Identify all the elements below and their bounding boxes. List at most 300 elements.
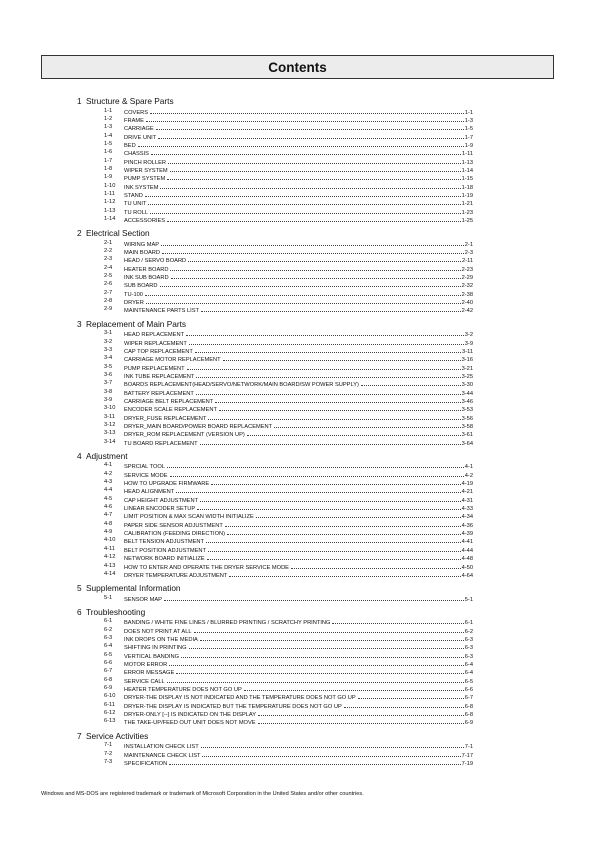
entry-number: 6-1 xyxy=(104,618,113,625)
section-number: 6 xyxy=(77,606,82,617)
entry-page-number: 2-32 xyxy=(461,283,473,290)
entry-number: 1-9 xyxy=(104,174,113,181)
entry-number: 1-14 xyxy=(104,215,116,222)
entry-number: 3-8 xyxy=(104,388,113,395)
entry-number: 2-1 xyxy=(104,239,113,246)
toc-entry[interactable] xyxy=(0,305,595,313)
entry-number: 3-13 xyxy=(104,430,116,437)
dot-leader xyxy=(162,247,464,254)
toc-entry[interactable] xyxy=(0,190,595,198)
dot-leader xyxy=(151,148,461,155)
toc-entry[interactable] xyxy=(0,692,595,700)
dot-leader xyxy=(171,272,461,279)
entry-number: 4-4 xyxy=(104,487,113,494)
entry-title: CARRIAGE xyxy=(124,126,154,133)
entry-number: 4-12 xyxy=(104,554,116,561)
entry-leader-line xyxy=(124,570,473,580)
toc-entry[interactable] xyxy=(0,255,595,263)
entry-number: 6-10 xyxy=(104,693,116,700)
dot-leader xyxy=(223,354,461,361)
toc-entry[interactable] xyxy=(0,634,595,642)
toc-entry[interactable] xyxy=(0,545,595,553)
dot-leader xyxy=(219,404,461,411)
toc-entry[interactable] xyxy=(0,520,595,528)
entry-number: 5-1 xyxy=(104,594,113,601)
toc-entry[interactable] xyxy=(0,132,595,140)
dot-leader xyxy=(274,421,460,428)
dot-leader xyxy=(215,396,460,403)
entry-number: 4-13 xyxy=(104,562,116,569)
entry-title: BATTERY REPLACEMENT xyxy=(124,390,194,397)
entry-page-number: 1-13 xyxy=(461,159,473,166)
toc-entry[interactable] xyxy=(0,297,595,305)
toc-entry[interactable] xyxy=(0,626,595,634)
entry-number: 1-11 xyxy=(104,190,115,197)
toc-entry[interactable] xyxy=(0,346,595,354)
entry-page-number: 3-25 xyxy=(461,373,473,380)
entry-title: SPRCIAL TOOL xyxy=(124,464,165,471)
toc-entry[interactable] xyxy=(0,709,595,717)
entry-number: 4-3 xyxy=(104,479,113,486)
entry-title: HOW TO UPGRADE FIRMWARE xyxy=(124,481,210,488)
entry-title: ENCODER SCALE REPLACEMENT xyxy=(124,407,217,414)
entry-page-number: 4-21 xyxy=(461,489,473,496)
dot-leader xyxy=(291,562,461,569)
entry-title: CAP HEIGHT ADJUSTMENT xyxy=(124,497,199,504)
entry-page-number: 6-2 xyxy=(464,628,473,635)
entry-title: VERTICAL BANDING xyxy=(124,653,179,660)
entry-title: CAP TOP REPLACEMENT xyxy=(124,348,193,355)
entry-title: TU BOARD REPLACEMENT xyxy=(124,440,198,447)
toc-entry[interactable] xyxy=(0,338,595,346)
toc-entry[interactable] xyxy=(0,617,595,625)
entry-number: 3-4 xyxy=(104,355,113,362)
entry-number: 1-12 xyxy=(104,199,116,206)
entry-page-number: 4-34 xyxy=(461,514,473,521)
entry-title: CARRIAGE BELT REPLACEMENT xyxy=(124,398,214,405)
toc-entry[interactable] xyxy=(0,396,595,404)
entry-leader-line xyxy=(124,215,473,225)
dot-leader xyxy=(361,379,461,386)
entry-number: 6-12 xyxy=(104,710,116,717)
toc-entry[interactable] xyxy=(0,404,595,412)
toc-entry[interactable] xyxy=(0,511,595,519)
toc-entry[interactable] xyxy=(0,667,595,675)
entry-page-number: 6-8 xyxy=(464,712,473,719)
toc-entry[interactable] xyxy=(0,717,595,725)
entry-number: 6-7 xyxy=(104,668,113,675)
toc-entry[interactable] xyxy=(0,536,595,544)
entry-page-number: 1-7 xyxy=(464,134,473,141)
section-heading[interactable] xyxy=(0,452,595,462)
section-number: 3 xyxy=(77,318,82,329)
entry-number: 6-5 xyxy=(104,651,113,658)
dot-leader xyxy=(196,388,461,395)
entry-page-number: 2-29 xyxy=(461,275,473,282)
entry-page-number: 6-8 xyxy=(464,703,473,710)
entry-number: 7-2 xyxy=(104,750,113,757)
entry-title: LINEAR ENCODER SETUP xyxy=(124,506,196,513)
toc-entry[interactable] xyxy=(0,239,595,247)
toc-entry[interactable] xyxy=(0,289,595,297)
entry-number: 1-13 xyxy=(104,207,116,214)
entry-page-number: 1-25 xyxy=(461,217,473,224)
dot-leader xyxy=(148,198,460,205)
entry-number: 1-6 xyxy=(104,149,113,156)
toc-entry[interactable] xyxy=(0,438,595,446)
toc-entry[interactable] xyxy=(0,701,595,709)
toc-section-4 xyxy=(0,452,595,578)
table-of-contents xyxy=(0,97,595,772)
dot-leader xyxy=(208,413,460,420)
toc-entry[interactable] xyxy=(0,165,595,173)
dot-leader xyxy=(169,758,460,765)
dot-leader xyxy=(258,717,464,724)
entry-page-number: 6-4 xyxy=(464,670,473,677)
entry-title: DOES NOT PRINT AT ALL xyxy=(124,628,192,635)
entry-number: 3-14 xyxy=(104,438,116,445)
entry-page-number: 6-7 xyxy=(464,695,473,702)
entry-page-number: 3-16 xyxy=(461,357,473,364)
dot-leader xyxy=(227,528,461,535)
toc-section-7 xyxy=(0,732,595,767)
dot-leader xyxy=(156,123,464,130)
entry-number: 3-1 xyxy=(104,330,113,337)
entry-page-number: 7-1 xyxy=(464,744,473,751)
section-number: 1 xyxy=(77,96,82,106)
entry-page-number: 4-31 xyxy=(461,497,473,504)
entry-number: 3-12 xyxy=(104,421,116,428)
toc-entry[interactable] xyxy=(0,642,595,650)
entry-number: 2-9 xyxy=(104,306,113,313)
toc-section-3 xyxy=(0,320,595,446)
toc-entry[interactable] xyxy=(0,148,595,156)
entry-number: 6-2 xyxy=(104,626,113,633)
toc-entry[interactable] xyxy=(0,115,595,123)
entry-number: 4-6 xyxy=(104,504,113,511)
section-heading[interactable] xyxy=(0,732,595,742)
entry-number: 4-9 xyxy=(104,529,113,536)
toc-entry[interactable] xyxy=(0,651,595,659)
section-heading[interactable] xyxy=(0,97,595,107)
entry-title: HEATER BOARD xyxy=(124,266,169,273)
toc-entry[interactable] xyxy=(0,264,595,272)
dot-leader xyxy=(200,634,464,641)
section-title: Adjustment xyxy=(86,450,128,461)
entry-number: 6-8 xyxy=(104,676,113,683)
section-title: Service Activities xyxy=(86,730,149,741)
dot-leader xyxy=(168,157,461,164)
entry-number: 3-3 xyxy=(104,346,113,353)
entry-number: 1-1 xyxy=(104,107,113,114)
dot-leader xyxy=(187,363,461,370)
entry-page-number: 2-11 xyxy=(462,258,473,265)
section-title: Replacement of Main Parts xyxy=(86,318,187,329)
toc-entry[interactable] xyxy=(0,758,595,766)
entry-title: SERVICE MODE xyxy=(124,472,168,479)
dot-leader xyxy=(169,659,464,666)
entry-number: 4-14 xyxy=(104,570,116,577)
toc-entry[interactable] xyxy=(0,461,595,469)
toc-entry[interactable] xyxy=(0,413,595,421)
dot-leader xyxy=(145,190,461,197)
entry-number: 3-2 xyxy=(104,338,113,345)
section-number: 2 xyxy=(77,228,82,239)
entry-title: BELT TENSION ADJUSTMENT xyxy=(124,539,204,546)
entry-title: DRYER-THE DISPLAY IS NOT INDICATED AND THE TEMPERATURE DOES NOT GO UP xyxy=(124,695,356,702)
entry-page-number: 3-61 xyxy=(461,432,473,439)
entry-page-number: 6-1 xyxy=(464,620,473,627)
entry-number: 4-7 xyxy=(104,512,113,519)
entry-page-number: 3-11 xyxy=(462,348,473,355)
entry-number: 1-7 xyxy=(104,157,113,164)
entry-title: SPECIFICATION xyxy=(124,760,168,767)
toc-entry[interactable] xyxy=(0,107,595,115)
dot-leader xyxy=(197,503,461,510)
toc-entry[interactable] xyxy=(0,570,595,578)
toc-entry[interactable] xyxy=(0,123,595,131)
dot-leader xyxy=(170,470,464,477)
entry-title: CALIBRATION (FEEDING DIRECTION) xyxy=(124,531,226,538)
section-heading[interactable] xyxy=(0,584,595,594)
entry-page-number: 1-3 xyxy=(464,117,473,124)
entry-page-number: 2-23 xyxy=(461,266,473,273)
dot-leader xyxy=(170,165,461,172)
dot-leader xyxy=(138,140,464,147)
dot-leader xyxy=(229,570,460,577)
toc-entry[interactable] xyxy=(0,562,595,570)
dot-leader xyxy=(206,536,461,543)
entry-title: INSTALLATION CHECK LIST xyxy=(124,744,199,751)
dot-leader xyxy=(358,692,464,699)
entry-title: PAPER SIDE SENSOR ADJUSTMENT xyxy=(124,522,223,529)
entry-leader-line xyxy=(124,305,473,315)
toc-section-1 xyxy=(0,97,595,223)
entry-number: 3-11 xyxy=(104,413,115,420)
entry-title: HEAD ALIGNMENT xyxy=(124,489,175,496)
entry-page-number: 3-53 xyxy=(461,407,473,414)
toc-entry[interactable] xyxy=(0,140,595,148)
entry-title: DRYER_MAIN BOARD/POWER BOARD REPLACEMENT xyxy=(124,423,273,430)
toc-entry[interactable] xyxy=(0,388,595,396)
entry-title: DRYER xyxy=(124,300,144,307)
dot-leader xyxy=(167,173,460,180)
dot-leader xyxy=(189,338,464,345)
entry-number: 6-13 xyxy=(104,718,116,725)
toc-entry[interactable] xyxy=(0,198,595,206)
toc-entry[interactable] xyxy=(0,421,595,429)
toc-entry[interactable] xyxy=(0,470,595,478)
toc-entry[interactable] xyxy=(0,207,595,215)
dot-leader xyxy=(201,741,464,748)
contents-title-box xyxy=(41,55,554,79)
dot-leader xyxy=(146,297,461,304)
dot-leader xyxy=(202,750,460,757)
entry-page-number: 6-3 xyxy=(464,637,473,644)
entry-title: DRYER TEMPERATURE ADJUSTMENT xyxy=(124,572,228,579)
entry-page-number: 2-3 xyxy=(464,250,473,257)
entry-number: 4-5 xyxy=(104,495,113,502)
entry-number: 3-7 xyxy=(104,380,113,387)
entry-page-number: 3-30 xyxy=(461,382,473,389)
entry-title: SHIFTING IN PRINTING xyxy=(124,645,187,652)
entry-page-number: 3-21 xyxy=(461,365,473,372)
entry-page-number: 4-1 xyxy=(464,464,473,471)
dot-leader xyxy=(161,239,464,246)
entry-page-number: 4-39 xyxy=(461,531,473,538)
entry-page-number: 6-3 xyxy=(464,653,473,660)
entry-number: 1-3 xyxy=(104,124,113,131)
entry-page-number: 4-41 xyxy=(461,539,473,546)
entry-title: PUMP SYSTEM xyxy=(124,176,166,183)
section-title: Electrical Section xyxy=(86,228,150,239)
entry-number: 6-6 xyxy=(104,660,113,667)
dot-leader xyxy=(164,594,464,601)
entry-page-number: 6-4 xyxy=(464,662,473,669)
dot-leader xyxy=(150,107,464,114)
entry-page-number: 3-56 xyxy=(461,415,473,422)
section-heading[interactable] xyxy=(0,608,595,618)
entry-page-number: 4-64 xyxy=(461,572,473,579)
toc-entry[interactable] xyxy=(0,684,595,692)
entry-number: 2-7 xyxy=(104,289,113,296)
entry-page-number: 1-11 xyxy=(462,151,473,158)
toc-section-5 xyxy=(0,584,595,602)
entry-number: 4-1 xyxy=(104,462,113,469)
section-heading[interactable] xyxy=(0,229,595,239)
entry-page-number: 2-38 xyxy=(461,291,473,298)
entry-title: THE TAKE-UP/FEED OUT UNIT DOES NOT MOVE xyxy=(124,720,256,727)
dot-leader xyxy=(176,486,460,493)
entry-title: BELT POSITION ADJUSTMENT xyxy=(124,547,206,554)
toc-section-2 xyxy=(0,229,595,314)
entry-title: DRYER_ROM REPLACEMENT (VERSION UP) xyxy=(124,432,245,439)
entry-page-number: 1-21 xyxy=(461,201,473,208)
dot-leader xyxy=(196,371,460,378)
dot-leader xyxy=(167,461,464,468)
dot-leader xyxy=(146,115,464,122)
toc-entry[interactable] xyxy=(0,363,595,371)
dot-leader xyxy=(201,305,461,312)
entry-title: CHASSIS xyxy=(124,151,149,158)
entry-page-number: 3-2 xyxy=(464,332,473,339)
entry-page-number: 1-19 xyxy=(461,192,473,199)
entry-page-number: 3-44 xyxy=(461,390,473,397)
entry-title: MAINTENANCE CHECK LIST xyxy=(124,752,201,759)
entry-number: 4-8 xyxy=(104,520,113,527)
toc-entry[interactable] xyxy=(0,594,595,602)
toc-section-6 xyxy=(0,608,595,726)
entry-number: 2-4 xyxy=(104,264,113,271)
toc-entry[interactable] xyxy=(0,247,595,255)
entry-page-number: 4-44 xyxy=(461,547,473,554)
entry-page-number: 1-15 xyxy=(461,176,473,183)
entry-page-number: 3-46 xyxy=(461,398,473,405)
toc-entry[interactable] xyxy=(0,329,595,337)
dot-leader xyxy=(258,709,464,716)
entry-title: TU ROLL xyxy=(124,209,149,216)
entry-leader-line xyxy=(124,717,473,727)
trademark-footer: Windows and MS-DOS are registered trademark or trademark of Microsoft Corporation in the United States and/or other countries. xyxy=(41,791,364,797)
entry-title: FRAME xyxy=(124,117,144,124)
toc-entry[interactable] xyxy=(0,371,595,379)
toc-entry[interactable] xyxy=(0,503,595,511)
entry-page-number: 1-1 xyxy=(464,109,473,116)
dot-leader xyxy=(167,676,464,683)
toc-entry[interactable] xyxy=(0,750,595,758)
dot-leader xyxy=(247,429,461,436)
toc-entry[interactable] xyxy=(0,553,595,561)
entry-page-number: 3-64 xyxy=(461,440,473,447)
toc-entry[interactable] xyxy=(0,280,595,288)
dot-leader xyxy=(332,617,463,624)
entry-title: HOW TO ENTER AND OPERATE THE DRYER SERVICE MODE xyxy=(124,564,289,571)
entry-title: TU-100 xyxy=(124,291,143,298)
entry-title: MOTOR ERROR xyxy=(124,662,168,669)
dot-leader xyxy=(181,651,464,658)
toc-entry[interactable] xyxy=(0,157,595,165)
toc-entry[interactable] xyxy=(0,495,595,503)
entry-number: 3-5 xyxy=(104,363,113,370)
entry-page-number: 2-42 xyxy=(461,308,473,315)
toc-entry[interactable] xyxy=(0,215,595,223)
toc-entry[interactable] xyxy=(0,173,595,181)
entry-title: STAND xyxy=(124,192,143,199)
toc-entry[interactable] xyxy=(0,182,595,190)
entry-leader-line xyxy=(124,758,473,768)
entry-number: 6-11 xyxy=(104,701,115,708)
entry-title: BED xyxy=(124,142,136,149)
entry-title: DRYER-ONLY [--] IS INDICATED ON THE DISPLAY xyxy=(124,712,257,719)
toc-entry[interactable] xyxy=(0,429,595,437)
toc-entry[interactable] xyxy=(0,478,595,486)
toc-entry[interactable] xyxy=(0,272,595,280)
entry-page-number: 1-14 xyxy=(461,167,473,174)
entry-title: TU UNIT xyxy=(124,201,147,208)
entry-page-number: 4-48 xyxy=(461,556,473,563)
toc-entry[interactable] xyxy=(0,528,595,536)
entry-page-number: 2-1 xyxy=(464,241,473,248)
entry-title: PUMP REPLACEMENT xyxy=(124,365,185,372)
entry-number: 7-3 xyxy=(104,758,113,765)
dot-leader xyxy=(176,667,464,674)
entry-page-number: 3-9 xyxy=(464,340,473,347)
entry-number: 6-4 xyxy=(104,643,113,650)
entry-page-number: 6-6 xyxy=(464,687,473,694)
section-heading[interactable] xyxy=(0,320,595,330)
toc-entry[interactable] xyxy=(0,379,595,387)
toc-entry[interactable] xyxy=(0,741,595,749)
entry-page-number: 1-9 xyxy=(464,142,473,149)
entry-title: HEAD / SERVO BOARD xyxy=(124,258,187,265)
toc-entry[interactable] xyxy=(0,486,595,494)
entry-title: INK DROPS ON THE MEDIA xyxy=(124,637,198,644)
entry-title: ACCESSORIES xyxy=(124,217,166,224)
entry-title: WIPER SYSTEM xyxy=(124,167,168,174)
dot-leader xyxy=(150,207,461,214)
toc-entry[interactable] xyxy=(0,676,595,684)
entry-page-number: 1-18 xyxy=(461,184,473,191)
page-title: Contents xyxy=(268,59,327,75)
dot-leader xyxy=(344,701,464,708)
toc-entry[interactable] xyxy=(0,354,595,362)
entry-number: 3-10 xyxy=(104,405,116,412)
dot-leader xyxy=(189,642,464,649)
entry-number: 2-8 xyxy=(104,298,113,305)
entry-number: 2-6 xyxy=(104,281,113,288)
toc-entry[interactable] xyxy=(0,659,595,667)
dot-leader xyxy=(145,289,461,296)
